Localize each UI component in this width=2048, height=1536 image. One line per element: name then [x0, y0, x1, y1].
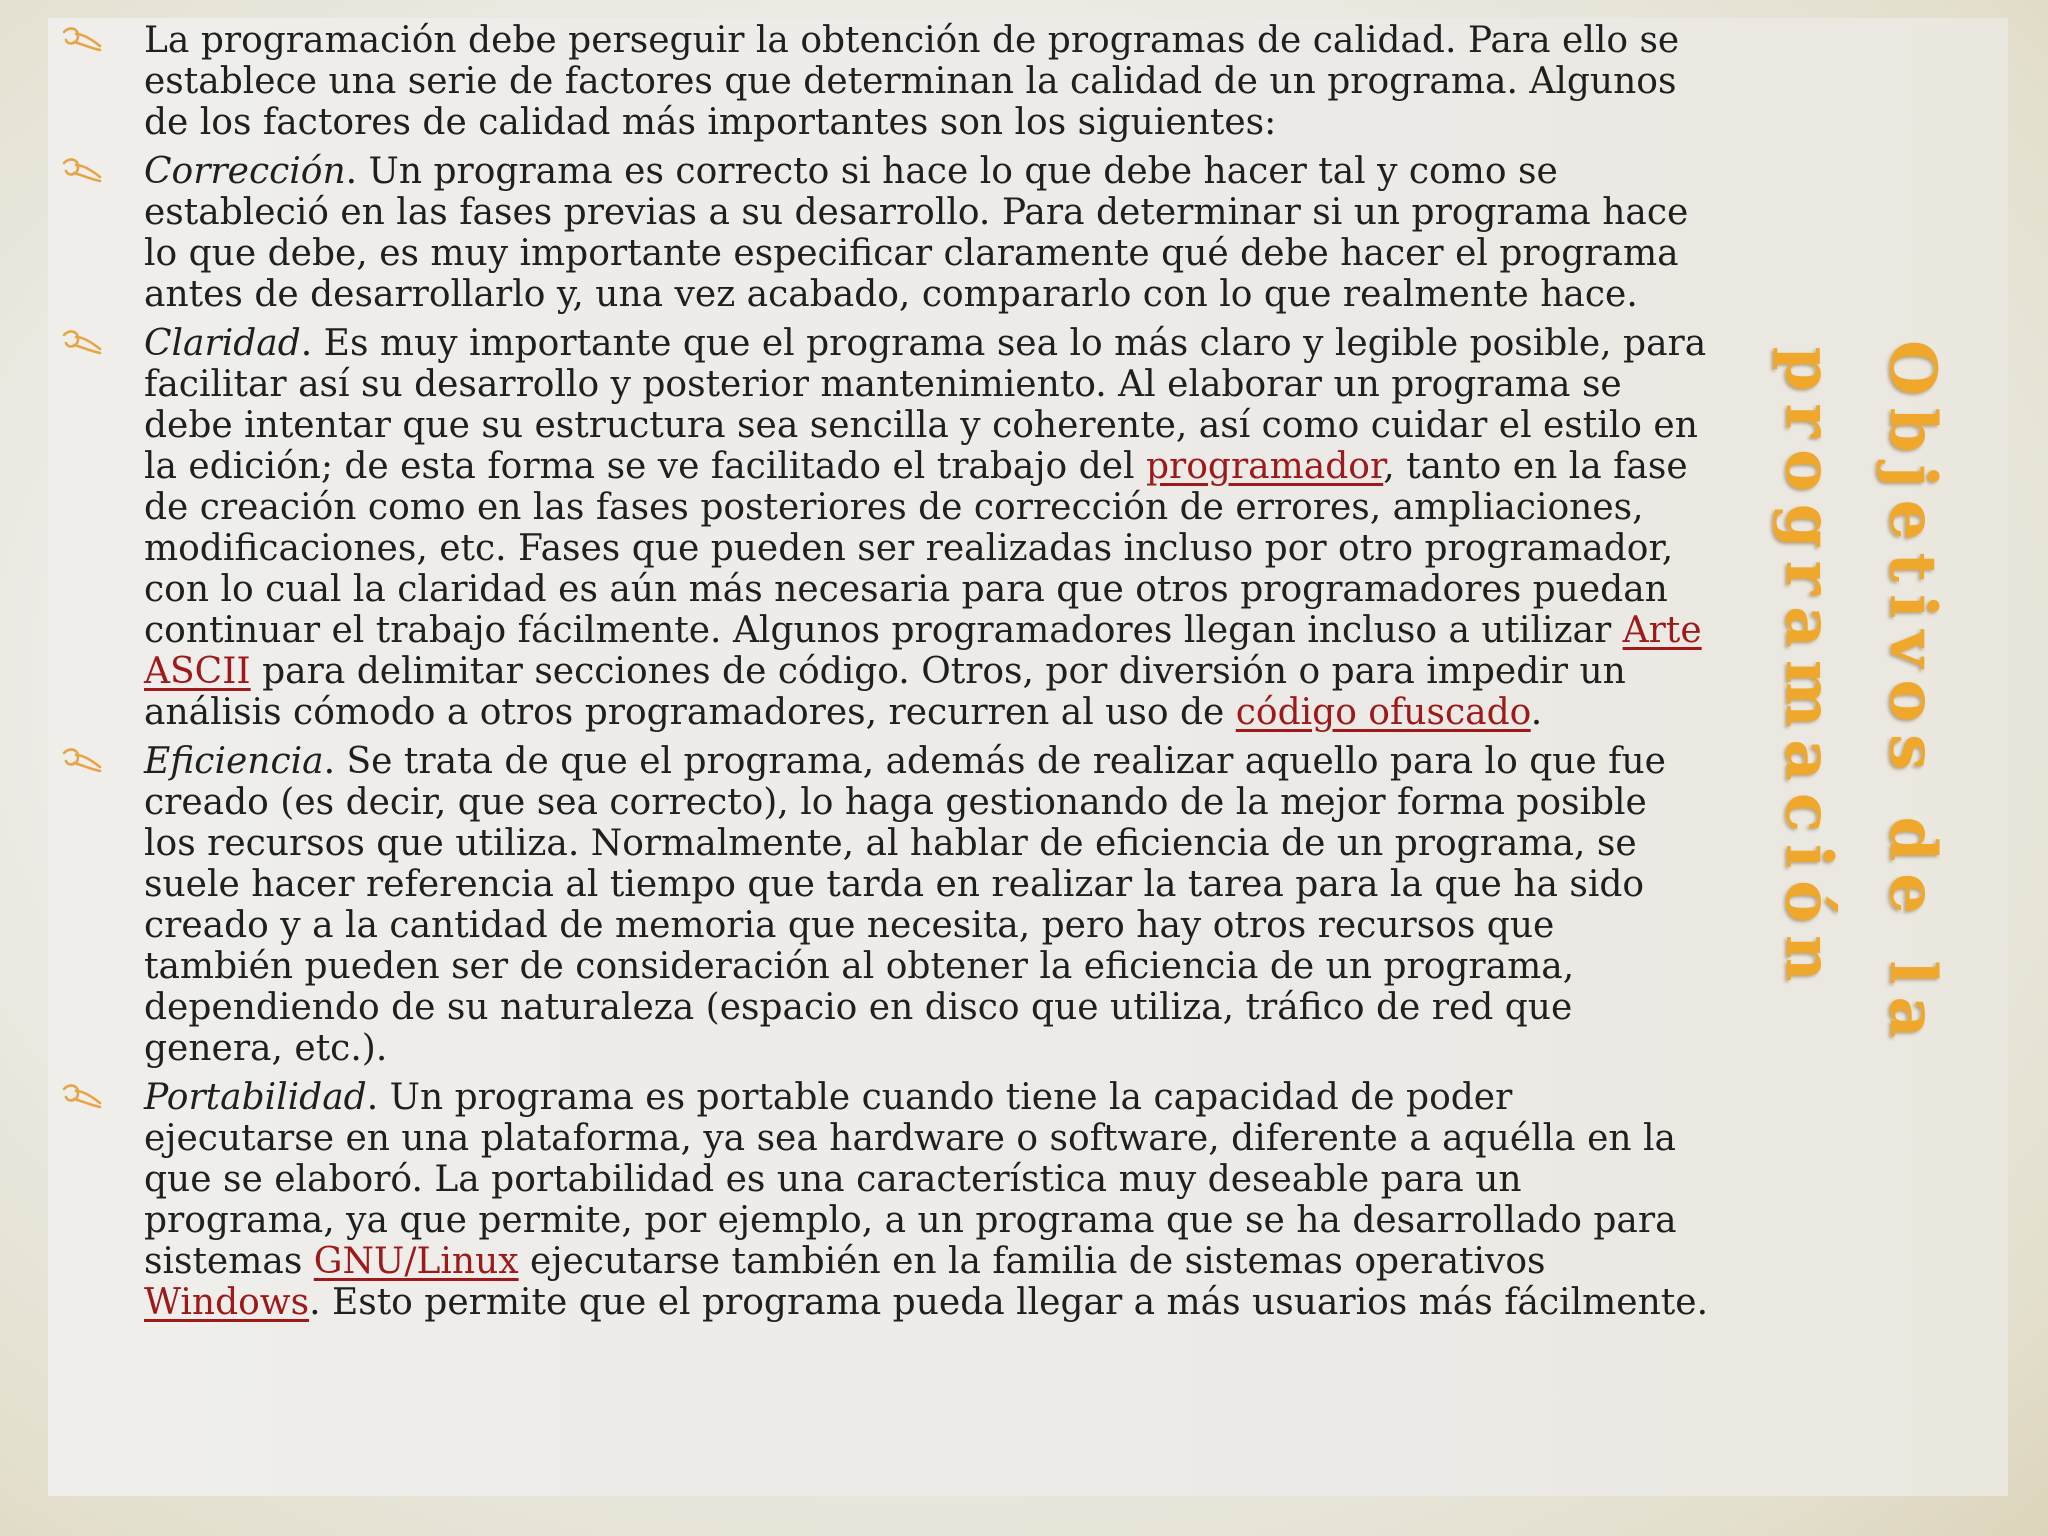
- bullet-list: [58, 20, 1708, 1331]
- term-eficiencia: Eficiencia: [144, 741, 324, 782]
- link-gnu-linux[interactable]: GNU/Linux: [313, 1241, 519, 1282]
- bullet-text: para delimitar secciones de código. Otros, por diversión o para impedir un análisis cómodo a otros programadores, recurren al uso de: [144, 651, 1626, 733]
- link-arte-ascii[interactable]: Arte ASCII: [144, 610, 1702, 692]
- term-portabilidad: Portabilidad: [144, 1077, 367, 1118]
- curled-ribbon-icon: [60, 327, 104, 357]
- curled-ribbon-icon: [60, 24, 104, 54]
- link-programador[interactable]: programador: [1145, 446, 1384, 487]
- link-windows[interactable]: Windows: [144, 1282, 310, 1323]
- bullet-text: . Se trata de que el programa, además de realizar aquello para lo que fue creado (es decir, que sea correcto), lo haga gestionando de la mejor forma posible los recursos que utiliza. Normalmente, al hablar de eficiencia de un programa, se suele hacer referencia al tiempo que tarda en realizar la tarea para la que ha sido creado y a la cantidad de memoria que necesita, pero hay otros recursos que también pueden ser de consideración al obtener la eficiencia de un programa, dependiendo de su naturaleza (espacio en disco que utiliza, tráfico de red que genera, etc.).: [144, 741, 1666, 1069]
- bullet-text: , tanto en la fase de creación como en las fases posteriores de corrección de errores, ampliaciones, modificaciones, etc. Fases que pueden ser realizadas incluso por otro programador, con lo cual la claridad es aún más necesaria para que otros programadores puedan continuar el trabajo fácilmente. Algunos programadores llegan incluso a utilizar: [144, 446, 1688, 651]
- curled-ribbon-icon: [60, 155, 104, 185]
- bullet-text: . Un programa es correcto si hace lo que debe hacer tal y como se estableció en las fases previas a su desarrollo. Para determinar si un programa hace lo que debe, es muy importante especificar claramente qué debe hacer el programa antes de desarrollarlo y, una vez acabado, compararlo con lo que realmente hace.: [144, 151, 1689, 315]
- bullet-portabilidad: [58, 1077, 1708, 1323]
- bullet-text: La programación debe perseguir la obtención de programas de calidad. Para ello se establece una serie de factores que determinan la calidad de un programa. Algunos de los factores de calidad más importantes son los siguientes:: [144, 20, 1680, 143]
- bullet-text: . Esto permite que el programa pueda llegar a más usuarios más fácilmente.: [309, 1282, 1709, 1323]
- term-claridad: Claridad: [144, 323, 301, 364]
- term-correccion: Corrección: [144, 151, 346, 192]
- slide-title-line-1: Objetivos de la: [1875, 340, 1950, 1050]
- bullet-claridad: [58, 323, 1708, 733]
- link-codigo-ofuscado[interactable]: código ofuscado: [1235, 692, 1531, 733]
- slide-title-area: [1750, 340, 1970, 1050]
- bullet-eficiencia: [58, 741, 1708, 1069]
- bullet-correccion: [58, 151, 1708, 315]
- curled-ribbon-icon: [60, 745, 104, 775]
- slide-title: [1756, 340, 1964, 1050]
- bullet-text: . Es muy importante que el programa sea lo más claro y legible posible, para facilitar así su desarrollo y posterior mantenimiento. Al elaborar un programa se debe intentar que su estructura sea sencilla y coherente, así como cuidar el estilo en la edición; de esta forma se ve facilitado el trabajo del: [144, 323, 1707, 487]
- curled-ribbon-icon: [60, 1081, 104, 1111]
- slide-title-line-2: programación: [1771, 346, 1846, 994]
- bullet-text: ejecutarse también en la familia de sistemas operativos: [518, 1241, 1546, 1282]
- bullet-text: .: [1530, 692, 1543, 733]
- bullet-intro: [58, 20, 1708, 143]
- bullet-text: . Un programa es portable cuando tiene la capacidad de poder ejecutarse en una plataforma, ya sea hardware o software, diferente a aquélla en la que se elaboró. La portabilidad es una característica muy deseable para un programa, ya que permite, por ejemplo, a un programa que se ha desarrollado para sistemas: [144, 1077, 1677, 1282]
